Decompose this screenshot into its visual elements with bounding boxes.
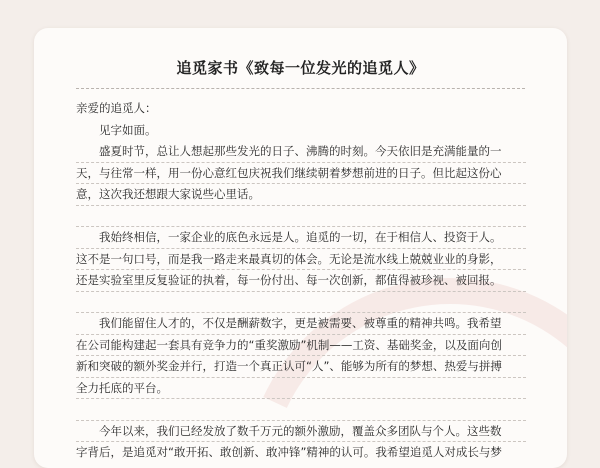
body-line: 我们能留住人才的，不仅是酬薪数字，更是被需要、被尊重的精神共鸣。我希望 — [76, 313, 526, 335]
body-line: 字背后，是追觅对“敢开拓、敢创新、敢冲锋”精神的认可。我希望追觅人对成长与梦 — [76, 445, 502, 459]
body-line: 天，与往常一样，用一份心意红包庆祝我们继续朝着梦想前进的日子。但比起这份心 — [76, 163, 526, 185]
body-line: 在公司能构建起一套具有竞争力的“重奖激励”机制——工资、基础奖金，以及面向创 — [76, 335, 526, 357]
letter-body — [76, 98, 526, 464]
letter-page — [34, 28, 567, 468]
letter-title: 追觅家书《致每一位发光的追觅人》 — [176, 59, 425, 77]
title-divider — [76, 88, 525, 89]
body-line: 意，这次我还想跟大家说些心里话。 — [76, 184, 526, 206]
blank-line — [76, 292, 526, 314]
body-line: 还是实验室里反复验证的执着，每一份付出、每一次创新，都值得被珍视、被回报。 — [76, 270, 526, 292]
body-line: 见字如面。 — [99, 122, 157, 137]
blank-line — [76, 399, 526, 421]
body-line: 这不是一句口号，而是我一路走来最真切的体会。无论是流水线上兢兢业业的身影， — [76, 249, 526, 271]
body-line: 全力托底的平台。 — [76, 378, 526, 400]
body-line: 今年以来，我们已经发放了数千万元的额外激励，覆盖众多团队与个人。这些数 — [76, 421, 526, 443]
blank-line — [76, 206, 526, 228]
body-line: 盛夏时节，总让人想起那些发光的日子、沸腾的时刻。今天依旧是充满能量的一 — [76, 141, 526, 163]
body-line: 我始终相信，一家企业的底色永远是人。追觅的一切，在于相信人、投资于人。 — [76, 227, 526, 249]
body-line: 新和突破的额外奖金并行，打造一个真正认可“人”、能够为所有的梦想、热爱与拼搏 — [76, 356, 526, 378]
salutation: 亲爱的追觅人： — [76, 101, 157, 115]
